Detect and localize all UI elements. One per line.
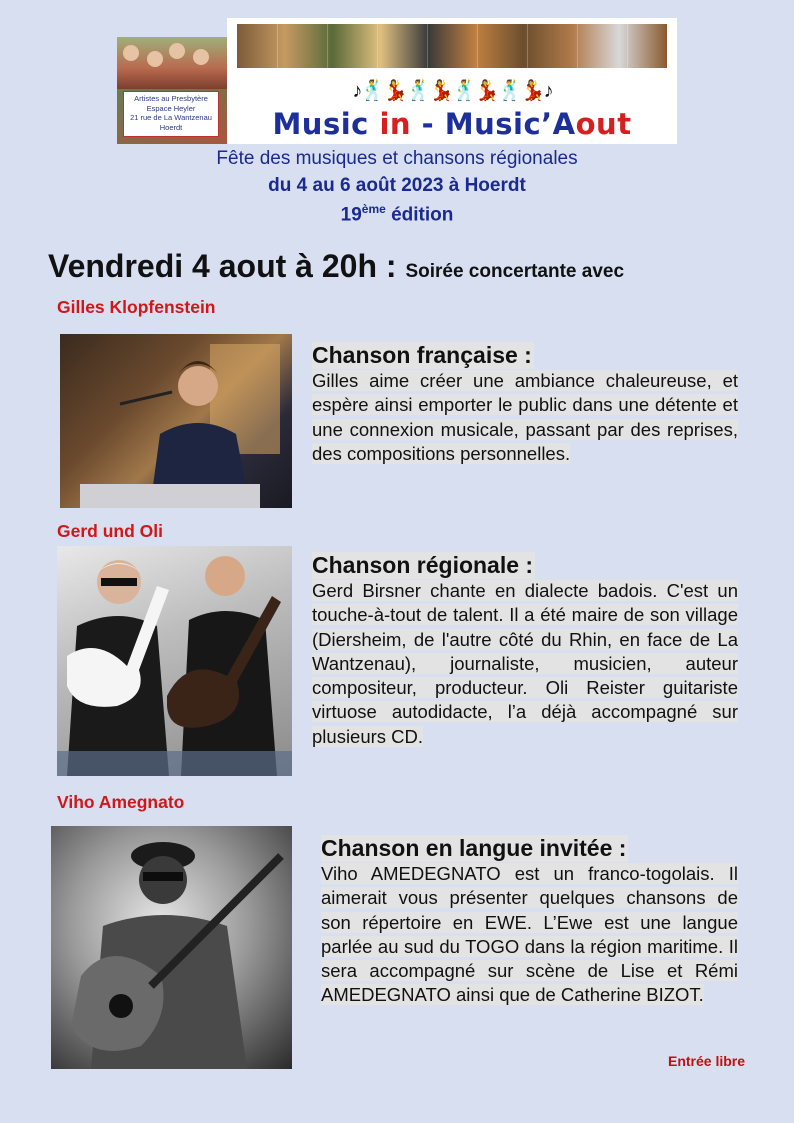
section-title: Chanson française :	[312, 342, 532, 368]
event-title	[48, 248, 624, 285]
address-line: Artistes au Presbytère	[134, 94, 208, 103]
title-part: - Music’A	[411, 107, 576, 141]
title-part: Music	[272, 107, 380, 141]
address-line: 21 rue de La Wantzenau	[130, 113, 212, 122]
description-text: Gilles aime créer une ambiance chaleureuse, et espère ainsi emporter le public dans une détente et une connexion musicale, passant par des reprises, des compositions personnelles.	[312, 370, 738, 464]
musicians-photo	[117, 37, 227, 89]
header-photo-musicians	[117, 37, 227, 144]
artist-name: Viho Amegnato	[57, 792, 185, 812]
edition-word: édition	[385, 204, 454, 226]
edition-number: 19	[340, 204, 362, 226]
festival-banner	[227, 18, 677, 144]
address-box	[123, 91, 219, 137]
event-title-small: Soirée concertante avec	[405, 261, 625, 282]
address-line: Espace Heyler	[146, 103, 196, 113]
section-title: Chanson régionale :	[312, 552, 534, 578]
artist-photo-gerd-und-oli	[57, 546, 292, 776]
title-part: in	[379, 107, 412, 141]
artist-name: Gerd und Oli	[57, 521, 163, 541]
title-part: out	[575, 107, 632, 141]
artist-photo-gilles	[60, 334, 292, 508]
description-text: Viho AMEDEGNATO est un franco-togolais. Il aimerait vous présenter quelques chansons de son répertoire en EWE. L’Ewe est une langue parlée au sud du TOGO dans la région maritime. Il sera accompagné sur scène de Lise et Rémi AMEDEGNATO ainsi que de Catherine BIZOT.	[321, 863, 738, 1006]
festival-logo-title	[227, 106, 677, 142]
event-title-main: Vendredi 4 aout à 20h :	[48, 248, 406, 284]
section-title: Chanson en langue invitée :	[321, 835, 627, 861]
artist-name: Gilles Klopfenstein	[57, 297, 216, 317]
description-text: Gerd Birsner chante en dialecte badois. C'est un touche-à-tout de talent. Il a été maire de son village (Diersheim, de l'autre côté du Rhin, en face de La Wantzenau), journaliste, musicien, auteur compositeur, producteur. Oli Reister guitariste virtuose autodidacte, l’a déjà accompagné sur plusieurs CD.	[312, 580, 738, 747]
artist-description	[321, 862, 738, 1008]
address-line: Hoerdt	[159, 122, 183, 132]
instruments-strip-image	[237, 24, 667, 68]
festival-edition	[0, 202, 794, 226]
artist-text-block	[321, 835, 738, 1008]
artist-text-block	[312, 552, 738, 749]
free-entry-note: Entrée libre	[668, 1053, 746, 1069]
artist-photo-viho	[51, 826, 292, 1069]
artist-text-block	[312, 342, 738, 466]
dancers-silhouettes-icon: ♪🕺💃🕺💃🕺💃🕺💃♪	[352, 80, 552, 102]
artist-description	[312, 579, 738, 749]
festival-subtitle: Fête des musiques et chansons régionales	[216, 148, 578, 169]
festival-dates: du 4 au 6 août 2023 à Hoerdt	[268, 175, 526, 196]
edition-sup: ème	[361, 202, 386, 216]
artist-description	[312, 369, 738, 466]
